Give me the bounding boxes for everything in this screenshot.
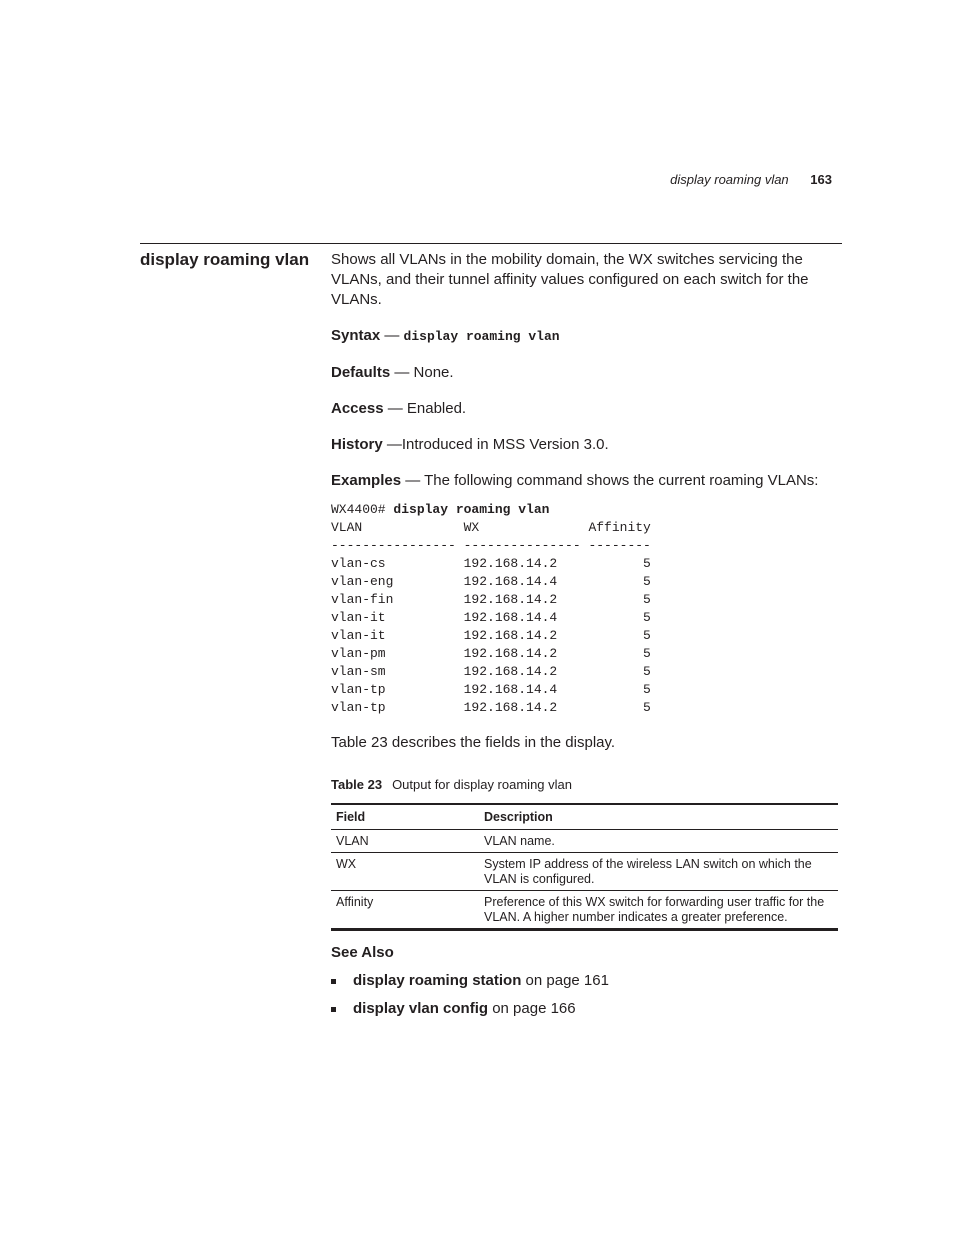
see-also-item[interactable]	[331, 971, 841, 991]
see-also-link[interactable]: display roaming station	[353, 972, 522, 989]
section-body	[331, 250, 841, 1027]
see-also-heading: See Also	[331, 944, 394, 961]
defaults-line	[331, 363, 841, 383]
code-row: vlan-eng 192.168.14.4 5	[331, 574, 651, 589]
see-also-page: on page 161	[521, 972, 609, 989]
code-command: display roaming vlan	[393, 502, 550, 517]
field-cell: WX	[331, 853, 479, 891]
code-separator: ---------------- --------------- --------	[331, 538, 651, 553]
bullet-icon	[331, 979, 336, 984]
history-label: History	[331, 436, 383, 453]
bullet-icon	[331, 1007, 336, 1012]
code-row: vlan-it 192.168.14.2 5	[331, 628, 651, 643]
table-row	[331, 830, 838, 853]
field-cell: VLAN	[331, 830, 479, 853]
table-caption-text: Output for display roaming vlan	[392, 777, 572, 792]
code-header: VLAN WX Affinity	[331, 520, 651, 535]
table-caption-label: Table 23	[331, 777, 383, 792]
examples-label: Examples	[331, 472, 402, 489]
syntax-line	[331, 326, 841, 347]
section-rule	[140, 243, 842, 244]
history-line	[331, 435, 841, 455]
access-label: Access	[331, 400, 384, 417]
running-header-title: display roaming vlan	[670, 172, 789, 187]
code-prompt: WX4400#	[331, 502, 394, 517]
see-also-page: on page 166	[488, 1000, 576, 1017]
description-cell: Preference of this WX switch for forwarding user traffic for the VLAN. A higher number indicates a greater preference.	[479, 891, 838, 930]
code-row: vlan-cs 192.168.14.2 5	[331, 556, 651, 571]
table-row	[331, 891, 838, 930]
description-cell: VLAN name.	[479, 830, 838, 853]
table-row	[331, 853, 838, 891]
column-header-field: Field	[331, 804, 479, 830]
code-row: vlan-sm 192.168.14.2 5	[331, 664, 651, 679]
code-row: vlan-it 192.168.14.4 5	[331, 610, 651, 625]
column-header-description: Description	[479, 804, 838, 830]
syntax-sep: —	[380, 327, 404, 344]
syntax-command: display roaming vlan	[403, 329, 560, 344]
intro-paragraph: Shows all VLANs in the mobility domain, the WX switches servicing the VLANs, and their tunnel affinity values configured on each switch for the VLANs.	[331, 251, 809, 308]
defaults-label: Defaults	[331, 364, 391, 381]
see-also-item[interactable]	[331, 999, 841, 1019]
description-cell: System IP address of the wireless LAN switch on which the VLAN is configured.	[479, 853, 838, 891]
syntax-label: Syntax	[331, 327, 381, 344]
access-text: — Enabled.	[383, 400, 467, 417]
table-caption	[331, 775, 841, 795]
examples-text: — The following command shows the current roaming VLANs:	[401, 472, 819, 489]
access-line	[331, 399, 841, 419]
code-row: vlan-tp 192.168.14.2 5	[331, 700, 651, 715]
fields-table	[331, 803, 838, 931]
code-row: vlan-pm 192.168.14.2 5	[331, 646, 651, 661]
history-text: —Introduced in MSS Version 3.0.	[382, 436, 609, 453]
table-header-row	[331, 804, 838, 830]
code-row: vlan-tp 192.168.14.4 5	[331, 682, 651, 697]
section-title: display roaming vlan	[140, 250, 310, 269]
running-header	[670, 172, 832, 187]
page-number: 163	[810, 172, 832, 187]
see-also-list	[331, 971, 841, 1019]
table-reference: Table 23 describes the fields in the display.	[331, 734, 616, 751]
defaults-text: — None.	[390, 364, 454, 381]
example-output	[331, 501, 841, 717]
code-row: vlan-fin 192.168.14.2 5	[331, 592, 651, 607]
examples-line	[331, 471, 841, 491]
see-also-link[interactable]: display vlan config	[353, 1000, 489, 1017]
field-cell: Affinity	[331, 891, 479, 930]
